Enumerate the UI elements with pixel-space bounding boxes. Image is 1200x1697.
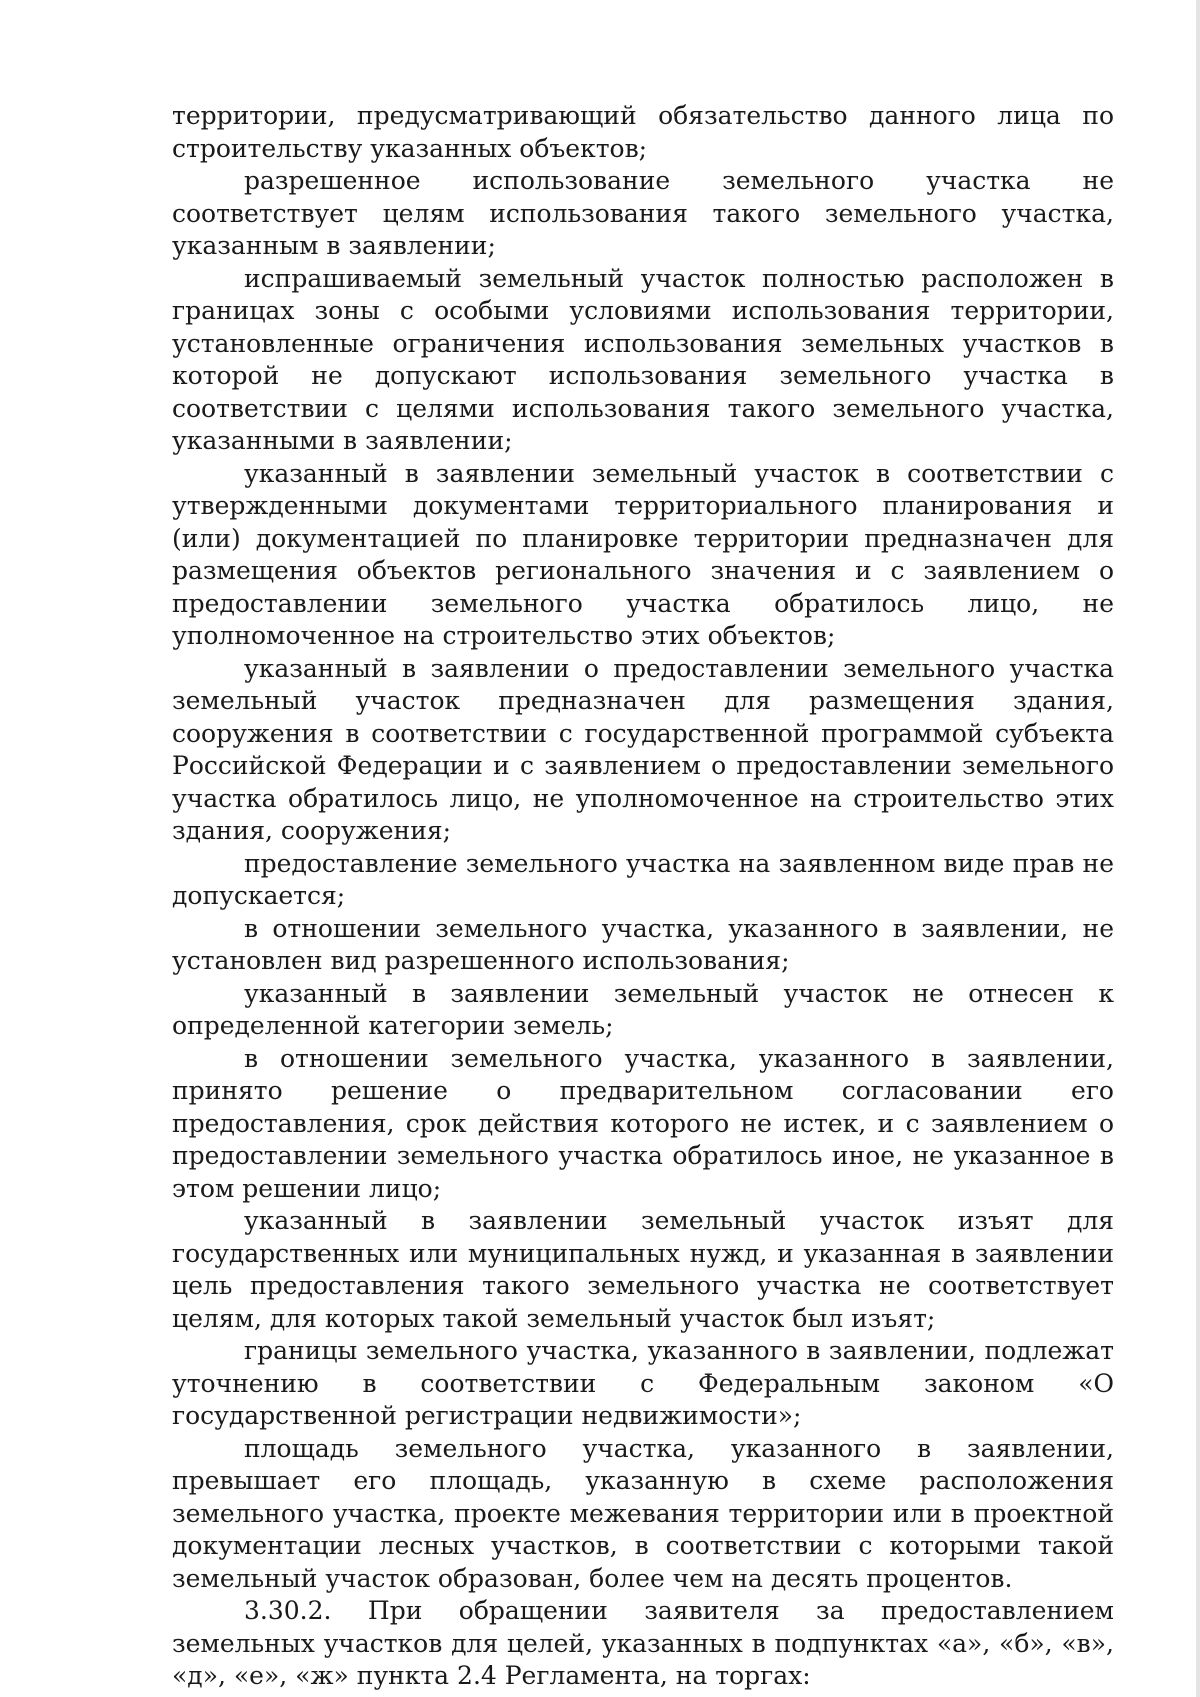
paragraph-no-land-category: указанный в заявлении земельный участок не отнесен к определенной категории земель; <box>172 978 1114 1040</box>
paragraph-permitted-use-mismatch: разрешенное использование земельного участка не соответствует целям использования такого земельного участка, указанным в заявлении; <box>172 166 1114 260</box>
paragraph-no-permitted-use: в отношении земельного участка, указанного в заявлении, не установлен вид разрешенного использования; <box>172 913 1114 975</box>
page-edge-shadow <box>1196 0 1200 1697</box>
paragraph-regional-objects: указанный в заявлении земельный участок в соответствии с утвержденными документами территориального планирования и (или) документацией по планировке территории предназначен для размещения объектов регионального значения и с заявлением о предоставлении земельного участка обратилось лицо, не уполномоченное на строительство этих объектов; <box>172 458 1114 650</box>
paragraph-area-excess: площадь земельного участка, указанного в заявлении, превышает его площадь, указанную в схеме расположения земельного участка, проекте межевания территории или в проектной документации лесных участков, в соответствии с которыми такой земельный участок образован, более чем на десять процентов. <box>172 1433 1114 1593</box>
paragraph-continuation: территории, предусматривающий обязательство данного лица по строительству указанных объектов; <box>172 101 1114 163</box>
paragraph-preliminary-approval: в отношении земельного участка, указанного в заявлении, принято решение о предварительном согласовании его предоставления, срок действия которого не истек, и с заявлением о предоставлении земельного участка обратилось иное, не указанное в этом решении лицо; <box>172 1043 1114 1203</box>
paragraph-special-zone: испрашиваемый земельный участок полностью расположен в границах зоны с особыми условиями использования территории, установленные ограничения использования земельных участков в которой не допускают использования земельного участка в соответствии с целями использования такого земельного участка, указанными в заявлении; <box>172 263 1114 455</box>
paragraph-state-program: указанный в заявлении о предоставлении земельного участка земельный участок предназначен для размещения здания, сооружения в соответствии с государственной программой субъекта Российской Федерации и с заявлением о предоставлении земельного участка обратилось лицо, не уполномоченное на строительство этих здания, сооружения; <box>172 653 1114 845</box>
document-body <box>172 100 1114 1693</box>
paragraph-rights-not-allowed: предоставление земельного участка на заявленном виде прав не допускается; <box>172 848 1114 910</box>
paragraph-seized-land: указанный в заявлении земельный участок изъят для государственных или муниципальных нужд, и указанная в заявлении цель предоставления такого земельного участка не соответствует целям, для которых такой земельный участок был изъят; <box>172 1206 1114 1333</box>
paragraph-section-3-30-2: 3.30.2. При обращении заявителя за предоставлением земельных участков для целей, указанных в подпунктах «а», «б», «в», «д», «е», «ж» пункта 2.4 Регламента, на торгах: <box>172 1596 1114 1690</box>
paragraph-boundaries-clarification: границы земельного участка, указанного в заявлении, подлежат уточнению в соответствии с Федеральным законом «О государственной регистрации недвижимости»; <box>172 1336 1114 1430</box>
